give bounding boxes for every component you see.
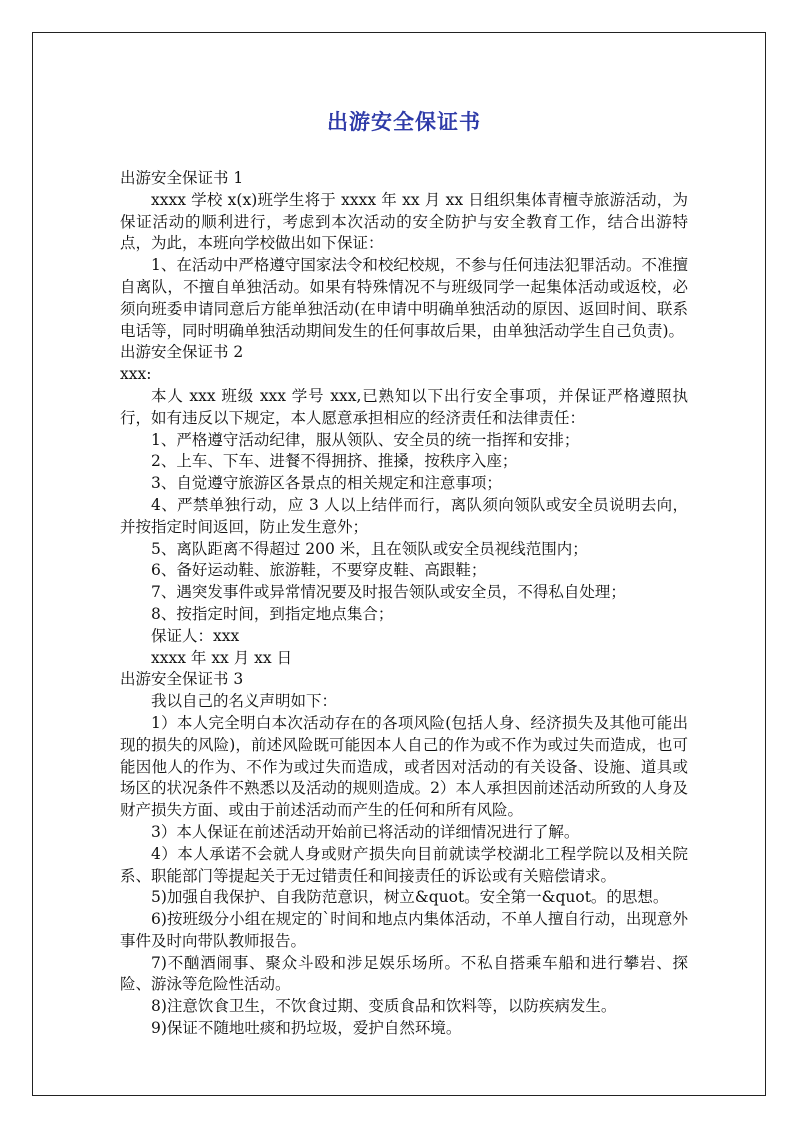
section-2-heading: 出游安全保证书 2 — [120, 343, 244, 362]
list-item: 7、遇突发事件或异常情况要及时报告领队或安全员，不得私自处理； — [151, 583, 626, 602]
list-item: 1、严格遵守活动纪律，服从领队、安全员的统一指挥和安排； — [151, 430, 580, 449]
section-3-intro: 我以自己的名义声明如下： — [151, 692, 338, 711]
list-item: 1）本人完全明白本次活动存在的各项风险(包括人身、经济损失及其他可能出现的损失的风险)，前述风险既可能因本人自己的作为或不作为或过失而造成，也可能因他人的作为、不作为或过失而造成，或者因对活动的有关设备、设施、道具或场区的状况条件不熟悉以及活动的规则造成。2）本人承担因前述活动所致的人身及财产损失方面、或由于前述活动而产生的任何和所有风险。 — [120, 713, 688, 820]
document-body — [120, 96, 688, 1040]
list-item: 5、离队距离不得超过 200 米，且在领队或安全员视线范围内； — [151, 539, 588, 558]
section-3-heading: 出游安全保证书 3 — [120, 670, 244, 689]
list-item: 8)注意饮食卫生，不饮食过期、变质食品和饮料等，以防疾病发生。 — [151, 997, 617, 1016]
list-item: 7)不酗酒闹事、聚众斗殴和涉足娱乐场所。不私自搭乘车船和进行攀岩、探险、游泳等危险性活动。 — [120, 953, 688, 994]
list-item: 6)按班级分小组在规定的`时间和地点内集体活动，不单人擅自行动，出现意外事件及时向带队教师报告。 — [120, 910, 688, 950]
signature-date: xxxx 年 xx 月 xx 日 — [151, 648, 293, 667]
list-item: 3、自觉遵守旅游区各景点的相关规定和注意事项； — [151, 474, 502, 493]
list-item: 5)加强自我保护、自我防范意识，树立&quot。安全第一&quot。的思想。 — [151, 888, 669, 907]
list-item: 8、按指定时间，到指定地点集合； — [151, 604, 394, 623]
document-title: 出游安全保证书 — [327, 109, 481, 134]
list-item: 6、备好运动鞋、旅游鞋，不要穿皮鞋、高跟鞋； — [151, 561, 487, 580]
list-item: 4）本人承诺不会就人身或财产损失向目前就读学校湖北工程学院以及相关院系、职能部门等提起关于无过错责任和间接责任的诉讼或有关赔偿请求。 — [120, 844, 688, 885]
section-2-intro: 本人 xxx 班级 xxx 学号 xxx,已熟知以下出行安全事项，并保证严格遵照执行，如有违反以下规定，本人愿意承担相应的经济责任和法律责任： — [120, 386, 688, 427]
section-2-salutation: xxx: — [120, 365, 152, 384]
section-1-heading: 出游安全保证书 1 — [120, 169, 244, 187]
list-item: 4、严禁单独行动，应 3 人以上结伴而行，离队须向领队或安全员说明去向，并按指定时间返回，防止发生意外； — [120, 495, 688, 536]
guarantor-signature: 保证人：xxx — [151, 626, 240, 645]
list-item: 9)保证不随地吐痰和扔垃圾，爱护自然环境。 — [151, 1019, 462, 1038]
section-1-clause: 1、在活动中严格遵守国家法令和校纪校规，不参与任何违法犯罪活动。不准擅自离队，不擅自单独活动。如果有特殊情况不与班级同学一起集体活动或返校，必须向班委申请同意后方能单独活动(在申请中明确单独活动的原因、返回时间、联系电话等，同时明确单独活动期间发生的任何事故后果，由单独活动学生自己负责)。 — [120, 256, 688, 340]
list-item: 3）本人保证在前述活动开始前已将活动的详细情况进行了解。 — [151, 822, 580, 841]
section-1-paragraph: xxxx 学校 x(x)班学生将于 xxxx 年 xx 月 xx 日组织集体青檀寺旅游活动，为保证活动的顺利进行，考虑到本次活动的安全防护与安全教育工作，结合出游特点，为此，本班向学校做出如下保证： — [120, 190, 688, 253]
list-item: 2、上车、下车、进餐不得拥挤、推搡，按秩序入座； — [151, 452, 518, 471]
